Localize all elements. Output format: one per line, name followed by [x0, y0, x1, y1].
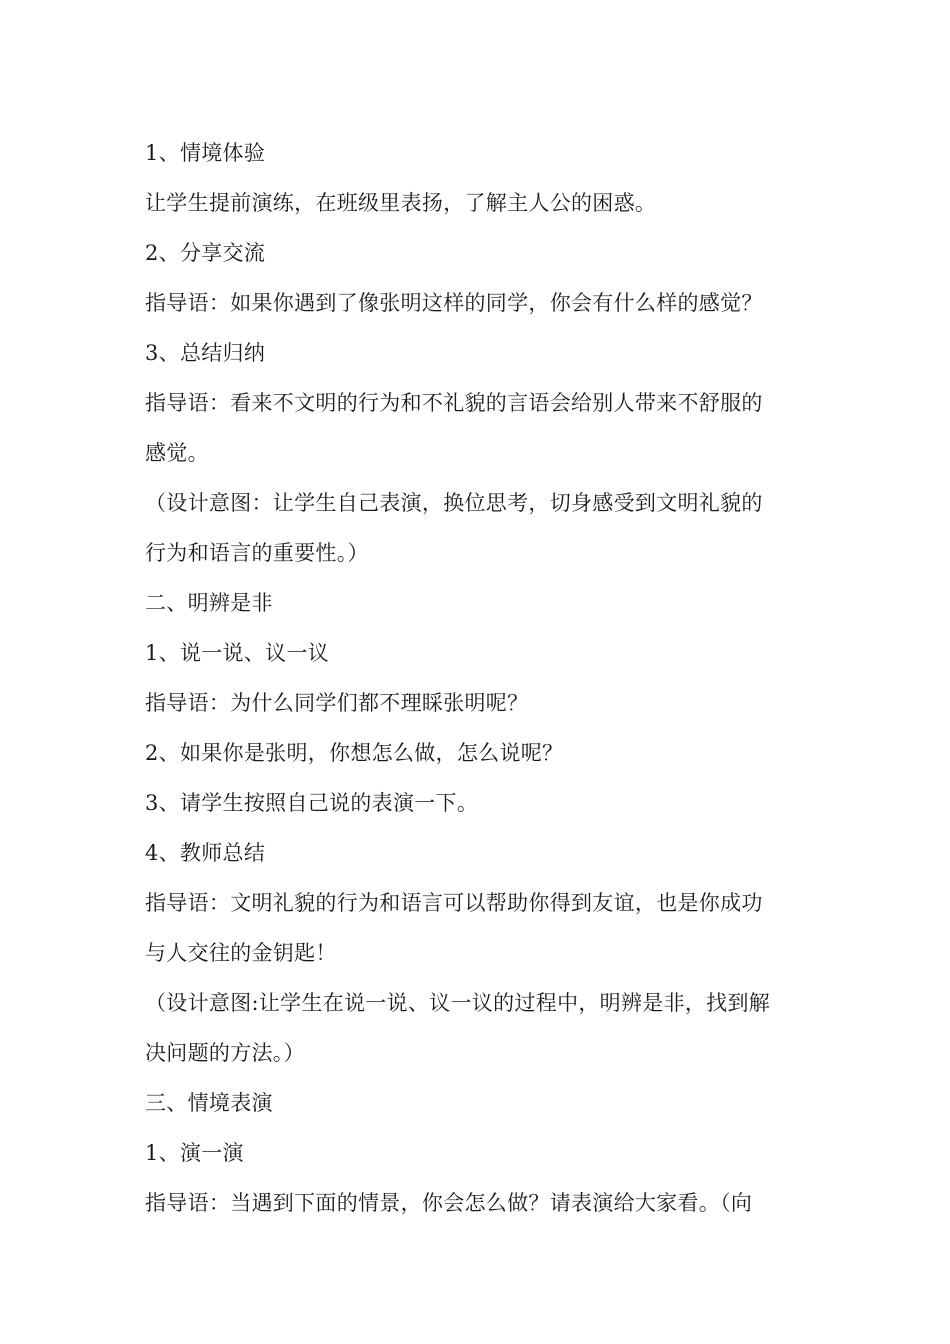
paragraph-line: 指导语：当遇到下面的情景，你会怎么做？请表演给大家看。（向 — [145, 1191, 753, 1215]
design-intent-line: 决问题的方法。） — [145, 1041, 305, 1065]
paragraph-line: 指导语：文明礼貌的行为和语言可以帮助你得到友谊，也是你成功 — [145, 891, 763, 915]
design-intent-line: （设计意图：让学生自己表演，换位思考，切身感受到文明礼貌的 — [145, 491, 763, 515]
heading-summary: 3、总结归纳 — [145, 341, 266, 365]
design-intent-line: （设计意图:让学生在说一说、议一议的过程中，明辨是非，找到解 — [145, 991, 771, 1015]
paragraph-line: 3、请学生按照自己说的表演一下。 — [145, 791, 479, 815]
paragraph-line: 指导语：为什么同学们都不理睬张明呢？ — [145, 691, 529, 715]
design-intent-line: 行为和语言的重要性。） — [145, 541, 369, 565]
paragraph-line: 让学生提前演练，在班级里表扬，了解主人公的困惑。 — [145, 191, 657, 215]
paragraph-line: 指导语：看来不文明的行为和不礼貌的言语会给别人带来不舒服的 — [145, 391, 763, 415]
heading-situation-experience: 1、情境体验 — [145, 141, 266, 165]
heading-teacher-summary: 4、教师总结 — [145, 841, 266, 865]
heading-share-exchange: 2、分享交流 — [145, 241, 266, 265]
section-heading-situation-performance: 三、情境表演 — [145, 1091, 273, 1115]
document-body — [145, 128, 807, 1228]
heading-act-it-out: 1、演一演 — [145, 1141, 244, 1165]
paragraph-line: 与人交往的金钥匙！ — [145, 941, 337, 965]
paragraph-line: 指导语：如果你遇到了像张明这样的同学，你会有什么样的感觉？ — [145, 291, 763, 315]
paragraph-line: 感觉。 — [145, 441, 209, 465]
paragraph-line: 2、如果你是张明，你想怎么做，怎么说呢？ — [145, 741, 564, 765]
section-heading-distinguish-right-wrong: 二、明辨是非 — [145, 591, 273, 615]
heading-discuss: 1、说一说、议一议 — [145, 641, 330, 665]
